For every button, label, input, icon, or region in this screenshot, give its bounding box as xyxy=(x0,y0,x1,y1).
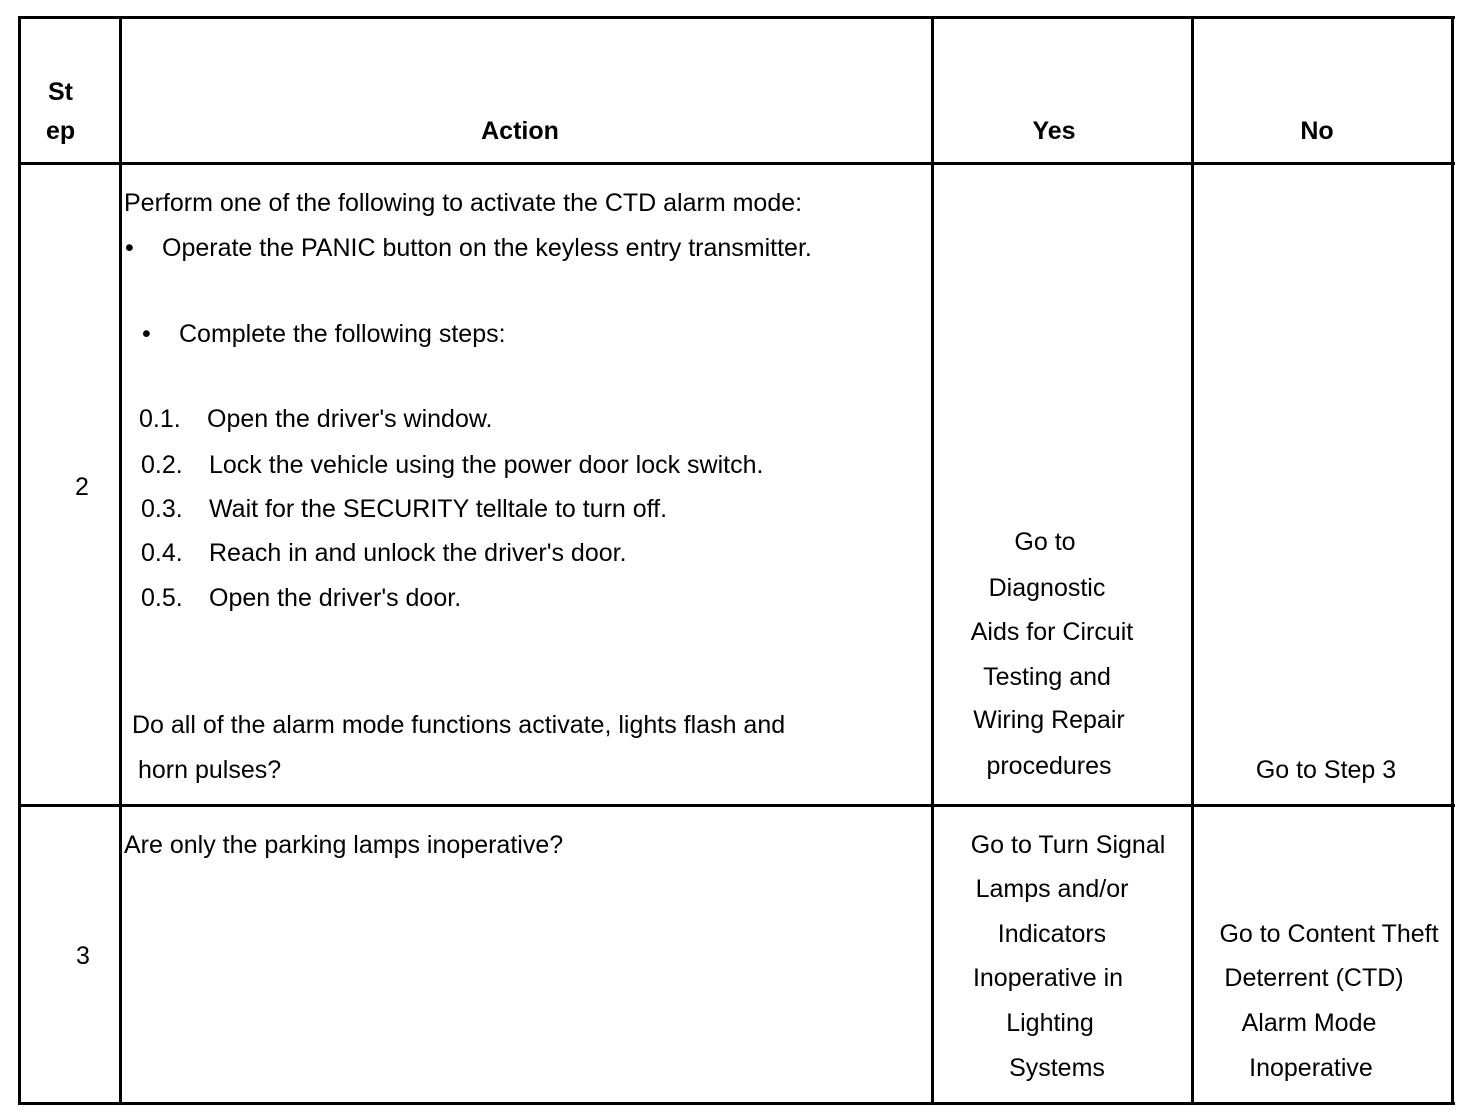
substep-number: 0.2. xyxy=(141,451,183,479)
bullet-marker: • xyxy=(142,320,151,348)
row-divider xyxy=(18,804,1455,807)
table-border-bottom xyxy=(18,1102,1455,1105)
yes-result-line: Testing and xyxy=(983,663,1111,691)
action-question: Are only the parking lamps inoperative? xyxy=(124,831,564,859)
table-border-left xyxy=(18,16,21,1105)
yes-result-line: Go to Turn Signal xyxy=(970,831,1166,859)
action-bullet: Operate the PANIC button on the keyless entry transmitter. xyxy=(162,234,812,262)
yes-result-line: Go to xyxy=(1014,528,1076,556)
header-divider xyxy=(18,162,1455,165)
no-result-line: Go to Step 3 xyxy=(1255,756,1397,784)
table-border-top xyxy=(18,16,1455,19)
header-step-line2: ep xyxy=(46,117,76,145)
substep-number: 0.4. xyxy=(141,539,183,567)
header-no: No xyxy=(1300,117,1334,145)
substep-text: Wait for the SECURITY telltale to turn off. xyxy=(209,495,668,523)
yes-result-line: Lighting xyxy=(1006,1009,1094,1037)
header-action: Action xyxy=(481,117,559,145)
substep-text: Open the driver's door. xyxy=(209,584,462,612)
header-yes: Yes xyxy=(1032,117,1076,145)
step-number: 3 xyxy=(76,942,90,970)
yes-result-line: Aids for Circuit xyxy=(970,618,1134,646)
action-question-line2: horn pulses? xyxy=(138,756,282,784)
bullet-marker: • xyxy=(125,234,134,262)
yes-result-line: Diagnostic xyxy=(988,574,1106,602)
substep-text: Open the driver's window. xyxy=(207,405,493,433)
yes-result-line: Indicators xyxy=(997,920,1107,948)
column-divider-yes-no xyxy=(1191,16,1194,1105)
yes-result-line: Lamps and/or xyxy=(975,875,1129,903)
action-intro: Perform one of the following to activate the CTD alarm mode: xyxy=(124,189,803,217)
substep-number: 0.1. xyxy=(139,405,181,433)
no-result-line: Inoperative xyxy=(1249,1054,1373,1082)
yes-result-line: Systems xyxy=(1009,1054,1105,1082)
substep-text: Lock the vehicle using the power door lock switch. xyxy=(209,451,764,479)
no-result-line: Go to Content Theft xyxy=(1219,920,1439,948)
step-number: 2 xyxy=(75,473,89,501)
yes-result-line: procedures xyxy=(986,752,1112,780)
no-result-line: Deterrent (CTD) xyxy=(1224,964,1404,992)
substep-text: Reach in and unlock the driver's door. xyxy=(209,539,627,567)
action-bullet: Complete the following steps: xyxy=(179,320,506,348)
column-divider-step-action xyxy=(119,16,122,1105)
column-divider-action-yes xyxy=(931,16,934,1105)
no-result-line: Alarm Mode xyxy=(1241,1009,1377,1037)
substep-number: 0.5. xyxy=(141,584,183,612)
substep-number: 0.3. xyxy=(141,495,183,523)
action-question-line1: Do all of the alarm mode functions activate, lights flash and xyxy=(132,711,786,739)
yes-result-line: Inoperative in xyxy=(972,964,1124,992)
header-step-line1: St xyxy=(48,78,73,106)
yes-result-line: Wiring Repair xyxy=(973,706,1125,734)
